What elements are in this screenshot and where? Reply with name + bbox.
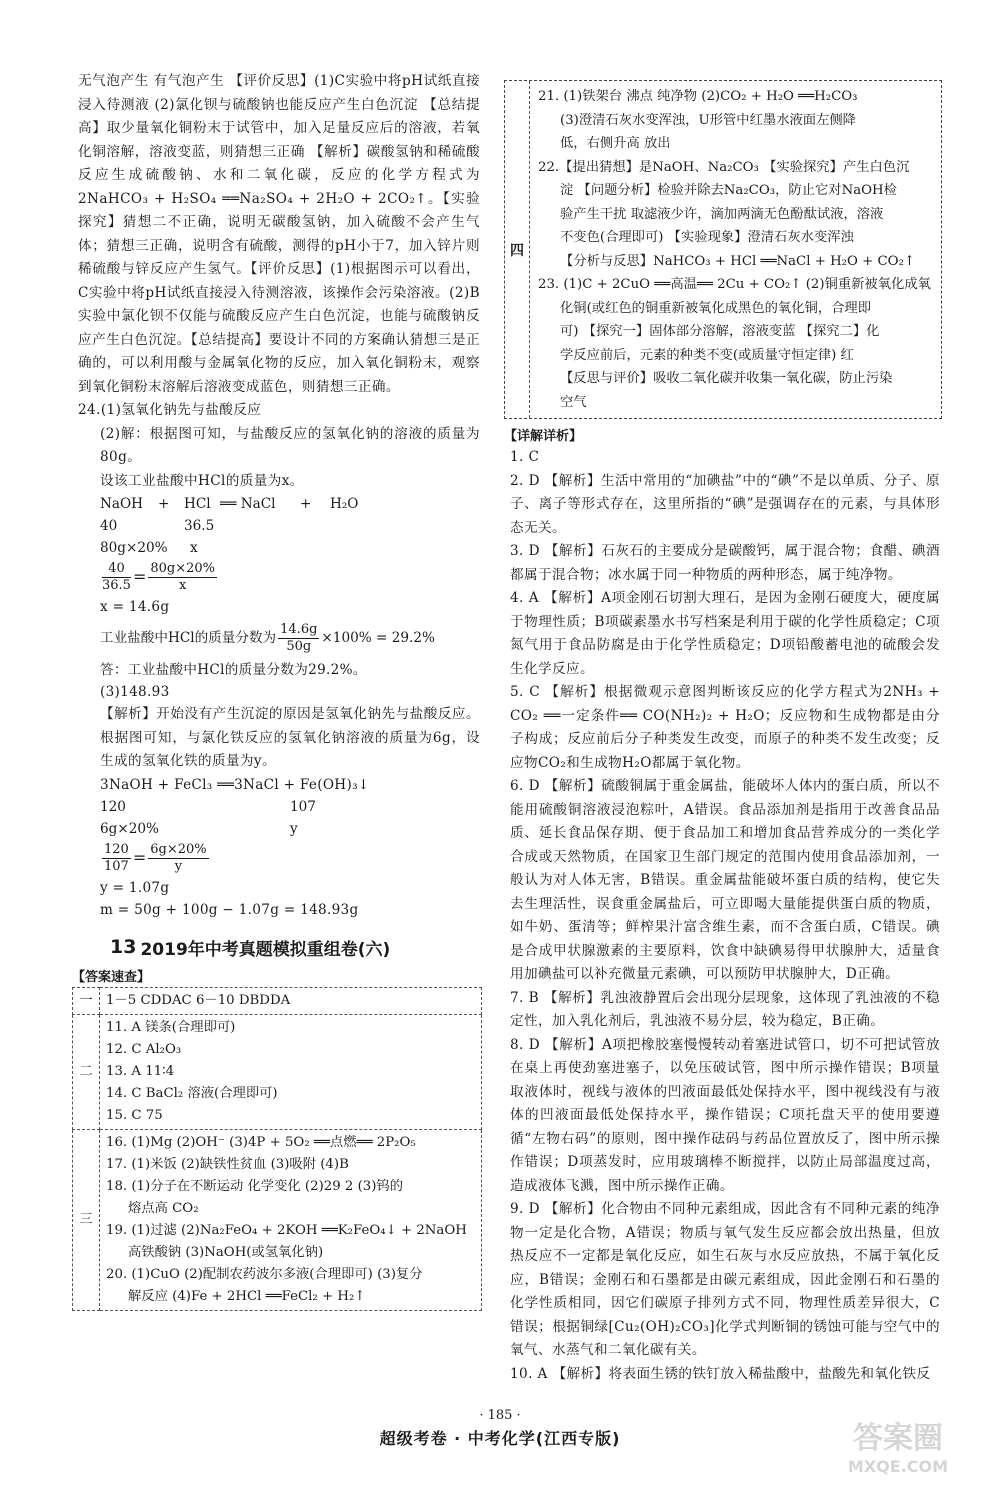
item-2: 2. D 【解析】生活中常用的“加碘盐”中的“碘”不是以单质、分子、原子、离子等形式存在，这里所指的“碘”是强调存在的元素，与具体形态无关。	[510, 472, 940, 536]
section-3-answers: 16. (1)Mg (2)OH⁻ (3)4P + 5O₂ ══点燃══ 2P₂O₅ 17. (1)米饭 (2)缺铁性贫血 (3)吸附 (4)B 18. (1)分子在不断运动 化学变化 (2)29 2 (3)钨的 熔点高 CO₂ 19. (1)过滤 (2)Na₂FeO₄ + 2KOH ══K₂FeO₄↓ + 2NaOH 高铁酸钠 (3)NaOH(或氢氧化钠) 20. (1)CuO (2)配制农药波尔多液(合理即可) (3)复分 解反应 (4)Fe + 2HCl ══FeCl₂ + H₂↑	[100, 1129, 482, 1310]
book-title: 超级考卷 · 中考化学(江西专版)	[379, 1429, 621, 1448]
watermark-text: 答案圈	[853, 1421, 943, 1456]
item-4: 4. A 【解析】A项金刚石切割大理石，是因为金刚石硬度大，硬度属于物理性质；B项碳素墨水书写档案是利用于碳的化学性质稳定；C项氮气用于食品防腐是由于化学性质稳定；D项铅酸蓄电池的硫酸会发生化学反应。	[510, 590, 940, 677]
q24-analysis: 【解析】开始没有产生沉淀的原因是氢氧化钠先与盐酸反应。根据图可知，与氯化铁反应的氢氧化钠溶液的质量为6g，设生成的氢氧化铁的质量为y。	[100, 706, 480, 769]
right-column	[504, 80, 940, 1386]
section-label: 四	[505, 81, 530, 418]
title-number: 13	[110, 936, 137, 958]
q24-let-x: 设该工业盐酸中HCl的质量为x。	[100, 472, 304, 489]
section-2-answers: 11. A 镁条(合理即可) 12. C Al₂O₃ 13. A 11∶4 14. C BaCl₂ 溶液(合理即可) 15. C 75	[100, 1014, 482, 1129]
answer-table	[72, 987, 482, 1311]
answer-quick-check-header: 【答案速查】	[72, 969, 151, 985]
section-label: 三	[73, 1129, 100, 1310]
section-4-answers: 21. (1)铁架台 沸点 纯净物 (2)CO₂ + H₂O ══H₂CO₃ (3)澄清石灰水变浑浊，U形管中红墨水液面左侧降 低，右侧升高 放出 22.【提出猜想】是NaOH、Na₂CO₃ 【实验探究】产生白色沉 淀 【问题分析】检验并除去Na₂CO₃，防止它对NaOH检 验产生干扰 取滤液少许，滴加两滴无色酚酞试液，溶液 不变色(合理即可) 【实验现象】澄清石灰水变浑浊 【分析与反思】NaHCO₃ + HCl ══NaCl + H₂O + CO₂↑ 23. (1)C + 2CuO ══高温══ 2Cu + CO₂↑ (2)铜重新被氧化成氧 化铜(或红色的铜重新被氧化成黑色的氧化铜，合理即 可) 【探究一】固体部分溶解，溶液变蓝 【探究二】化 学反应前后，元素的种类不变(或质量守恒定律) 红 【反思与评价】吸收二氧化碳并收集一氧化碳，防止污染 空气	[538, 89, 931, 410]
equation-2: 3NaOH + FeCl₃ ══3NaCl + Fe(OH)₃↓ 120 107 6g×20% y	[100, 776, 370, 837]
item-9: 9. D 【解析】化合物由不同种元素组成，因此含有不同种元素的纯净物一定是化合物，A错误；物质与氧气发生反应都会放出热量，但放热反应不一定都是氧化反应，如生石灰与水反应放热，不属于氧化反应，B错误；金刚石和石墨都是由碳元素组成，因此金刚石和石墨的化学性质相同，因它们碳原子排列方式不同，物理性质差异很大，C错误；根据铜绿[Cu₂(OH)₂CO₃]化学式判断铜的锈蚀可能与空气中的氧气、水蒸气和二氧化碳有关。	[510, 1201, 940, 1358]
watermark-logo	[818, 1414, 978, 1478]
section-1-answers: 1－5 CDDAC 6－10 DBDDA	[100, 987, 482, 1014]
item-8: 8. D 【解析】A项把橡胶塞慢慢转动着塞进试管口，切不可把试管放在桌上再使劲塞进塞子，以免压破试管，图中所示操作错误；B项量取液体时，视线与液体的凹液面最低处保持水平，图中视线没有与液体的凹液面最低处保持水平，操作错误；C项托盘天平的使用要遵循“左物右码”的原则，图中操作砝码与药品位置放反了，图中所示操作错误；D项蒸发时，应用玻璃棒不断搅拌，以防止局部温度过高，造成液体飞溅，图中所示操作正确。	[510, 1036, 940, 1194]
y-result: y = 1.07g	[100, 879, 170, 896]
answer-paragraph-23: 无气泡产生 有气泡产生 【评价反思】(1)C实验中将pH试纸直接浸入待测液 (2)氯化钡与硫酸钠也能反应产生白色沉淀 【总结提高】取少量氧化铜粉末于试管中，加入足量反应后的溶液，若氧化铜溶解，溶液变蓝，则猜想三正确 【解析】碳酸氢钠和稀硫酸反应生成硫酸钠、水和二氧化碳，反应的化学方程式为2NaHCO₃ + H₂SO₄ ══Na₂SO₄ + 2H₂O + 2CO₂↑。【实验探究】猜想二不正确，说明无碳酸氢钠，加入硫酸不会产生气体；猜想三正确，说明含有硫酸，测得的pH小于7，加入锌片则稀硫酸与锌反应产生氢气。【评价反思】(1)根据图示可以看出，C实验中将pH试纸直接浸入待测溶液，该操作会污染溶液。(2)B实验中氯化钡不仅能与硫酸反应产生白色沉淀，也能与硫酸钠反应产生白色沉淀。【总结提高】要设计不同的方案确认猜想三是正确的，可以利用酸与金属氧化物的反应，加入氧化铜粉末，观察到氧化铜粉末溶解后溶液变成蓝色，则猜想三正确。	[78, 73, 480, 395]
section-label: 一	[73, 987, 100, 1014]
detailed-analysis-header: 【详解详析】	[504, 429, 583, 444]
q24-part2: (2)解：根据图可知，与盐酸反应的氢氧化钠的溶液的质量为80g。	[100, 425, 480, 465]
section-label: 二	[73, 1014, 100, 1129]
section-4-box	[504, 80, 942, 419]
item-1: 1. C	[510, 449, 540, 465]
percentage-calc: 工业盐酸中HCl的质量分数为 $\frac{14.6g}{50g}$ ×100% = 29.2%	[100, 622, 435, 654]
q24-part3: (3)148.93	[100, 684, 170, 700]
proportion-1: $\frac{40}{36.5}$ = $\frac{80g\times 20\%}{x}$	[102, 561, 216, 593]
m-result: m = 50g + 100g − 1.07g = 148.93g	[100, 901, 359, 918]
answer-1: 答：工业盐酸中HCl的质量分数为29.2%。	[100, 662, 367, 678]
item-10: 10. A 【解析】将表面生锈的铁钉放入稀盐酸中，盐酸先和氧化铁反	[510, 1365, 931, 1382]
item-7: 7. B 【解析】乳浊液静置后会出现分层现象，这体现了乳浊液的不稳定性，加入乳化剂后，乳浊液不易分层，较为稳定，B正确。	[510, 989, 940, 1029]
q24-part1: 24.(1)氢氧化钠先与盐酸反应	[78, 402, 262, 418]
section-title: 13 2019年中考真题模拟重组卷(六)	[110, 936, 391, 960]
page-number: · 185 ·	[479, 1408, 521, 1423]
watermark-url: MXQE.COM	[847, 1457, 949, 1476]
equation-1: NaOH + HCl ══ NaCl + H₂O 40 36.5 80g×20% x	[100, 496, 359, 556]
proportion-2: $\frac{120}{107}$ = $\frac{6g\times 20\%}{y}$	[104, 841, 207, 874]
item-6: 6. D 【解析】硫酸铜属于重金属盐，能破坏人体内的蛋白质，所以不能用硫酸铜溶液浸泡粽叶，A错误。食品添加剂是指用于改善食品品质、延长食品保存期、便于食品加工和增加食品营养成分的一类化学合成或天然物质，在国家卫生部门规定的范围内使用食品添加剂，一般认为对人体无害，B错误。重金属盐能破坏蛋白质的结构，使它失去生理活性，误食重金属盐后，可立即喝大量能提供蛋白质的物质，如牛奶、蛋清等；鲜榨果汁富含维生素，而不含蛋白质，C错误。碘是合成甲状腺激素的主要原料，饮食中缺碘易得甲状腺肿大，适量食用加碘盐可以补充微量元素碘，可以预防甲状腺肿大，D正确。	[510, 778, 940, 982]
left-column	[72, 70, 480, 1311]
x-result: x = 14.6g	[100, 599, 170, 615]
item-3: 3. D 【解析】石灰石的主要成分是碳酸钙，属于混合物；食醋、碘酒都属于混合物；冰水属于同一种物质的两种形态，属于纯净物。	[510, 543, 940, 583]
item-5: 5. C 【解析】根据微观示意图判断该反应的化学方程式为2NH₃ + CO₂ ══一定条件══ CO(NH₂)₂ + H₂O；反应物和生成物都是由分子构成；反应前后分子种类发生改变，而原子的种类不发生改变；反应物CO₂和生成物H₂O都属于氧化物。	[510, 684, 940, 771]
